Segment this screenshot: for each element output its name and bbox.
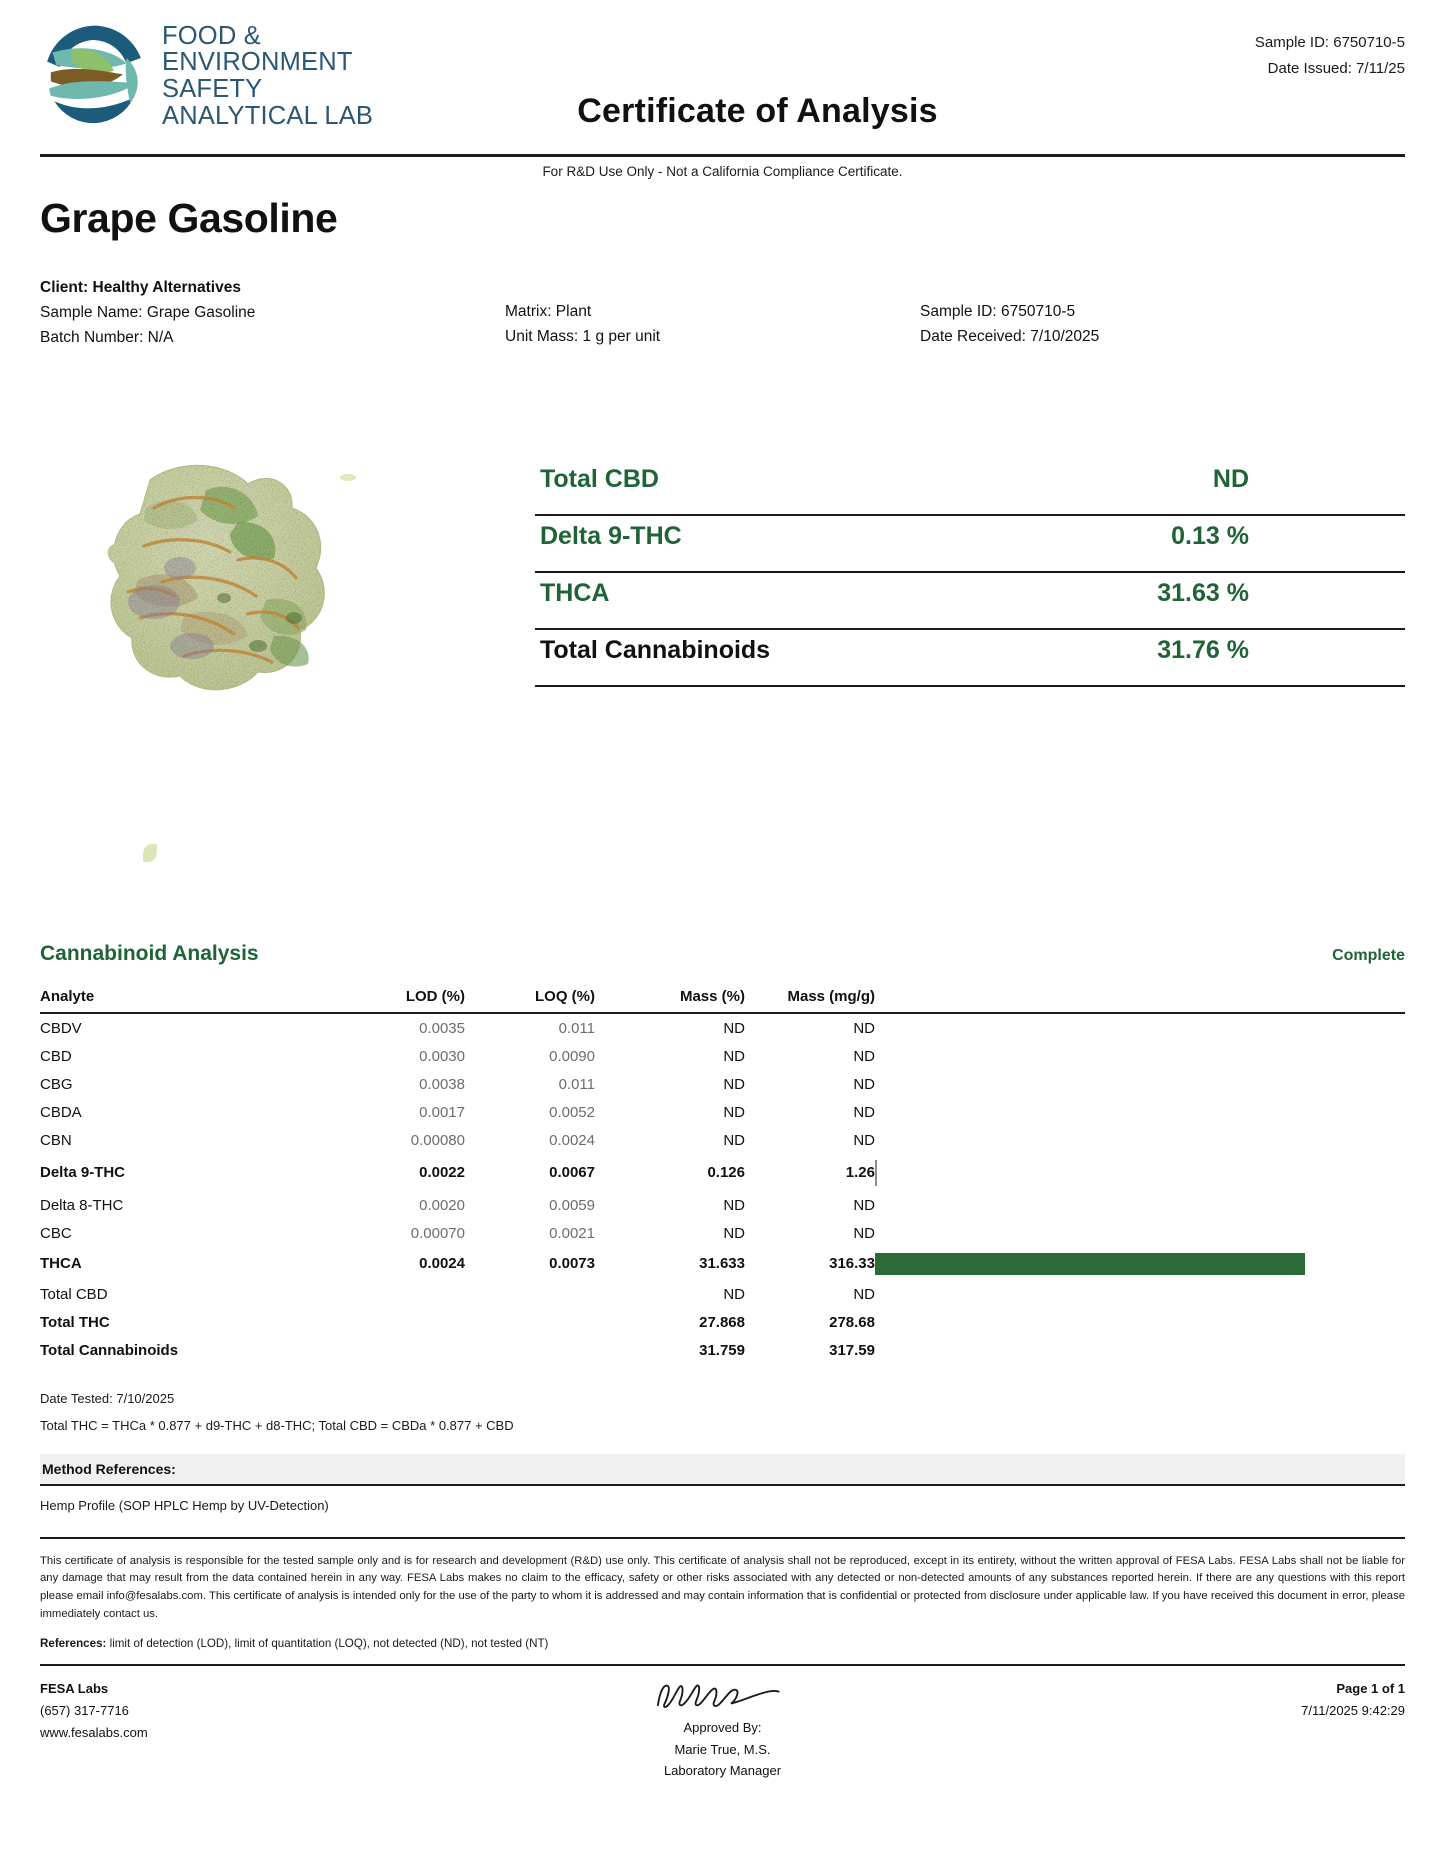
- cell-analyte: THCA: [40, 1255, 82, 1273]
- cell-analyte: CBG: [40, 1075, 73, 1093]
- footer-page-info: [950, 1678, 1405, 1782]
- cell-loq: 0.0052: [549, 1103, 595, 1121]
- cell-bar: [875, 1336, 1405, 1364]
- sample-photo-area: [40, 364, 460, 924]
- logo-line-4: ANALYTICAL LAB: [162, 101, 374, 130]
- summary-results: [535, 459, 1405, 924]
- column-header-mass-pct: Mass (%): [595, 988, 745, 1013]
- summary-row: [535, 459, 1405, 516]
- cell-loq: 0.011: [558, 1075, 595, 1093]
- table-header-row: [40, 988, 1405, 1013]
- table-row: [40, 1154, 1405, 1191]
- cell-analyte: CBN: [40, 1131, 72, 1149]
- cell-bar: [875, 1308, 1405, 1336]
- table-row: [40, 1247, 1405, 1280]
- cell-lod: [330, 1308, 465, 1336]
- cell-mass-mgg: 316.33: [829, 1255, 875, 1273]
- column-header-mass-mgg: Mass (mg/g): [745, 988, 875, 1013]
- references-line: [40, 1624, 1405, 1650]
- summary-row: [535, 516, 1405, 573]
- sample-info-grid: [40, 275, 1405, 350]
- matrix: Matrix: Plant: [505, 303, 592, 320]
- document-header: [40, 0, 1405, 150]
- cell-mass-pct: 31.633: [699, 1255, 745, 1273]
- summary-label: THCA: [540, 579, 610, 608]
- cell-mass-pct: ND: [723, 1131, 745, 1149]
- cell-mass-pct: ND: [723, 1075, 745, 1093]
- photo-speck-lower: [143, 844, 157, 862]
- cell-loq: 0.0073: [549, 1255, 595, 1273]
- cell-lod: 0.00080: [410, 1131, 465, 1149]
- date-tested: Date Tested: 7/10/2025: [40, 1391, 175, 1407]
- cell-bar: [875, 1247, 1405, 1280]
- header-date-issued: Date Issued: 7/11/25: [1267, 60, 1405, 78]
- cell-mass-pct: 0.126: [707, 1164, 745, 1182]
- cell-lod: [330, 1336, 465, 1364]
- column-header-bar: [875, 988, 1405, 1013]
- cell-mass-pct: ND: [723, 1224, 745, 1242]
- cell-loq: 0.0021: [549, 1224, 595, 1242]
- cell-mass-pct: ND: [723, 1019, 745, 1037]
- references-text: limit of detection (LOD), limit of quantitation (LOQ), not detected (ND), not tested (NT): [106, 1636, 549, 1650]
- cell-loq: 0.0090: [549, 1047, 595, 1065]
- sample-info-col-left: [40, 275, 505, 350]
- cell-mass-mgg: ND: [853, 1019, 875, 1037]
- logo-line-1: FOOD &: [162, 21, 261, 50]
- sample-info-col-right: [920, 275, 1405, 350]
- cell-lod: 0.0035: [419, 1019, 465, 1037]
- cell-mass-mgg: 1.26: [845, 1164, 875, 1182]
- cell-mass-mgg: 317.59: [829, 1341, 875, 1359]
- cell-bar: [875, 1013, 1405, 1042]
- footer-lab-name: FESA Labs: [40, 1680, 109, 1696]
- unit-mass: Unit Mass: 1 g per unit: [505, 328, 661, 346]
- cell-lod: 0.0022: [419, 1164, 465, 1182]
- cell-mass-mgg: ND: [853, 1103, 875, 1121]
- logo-line-2: ENVIRONMENT: [162, 48, 353, 77]
- cell-bar: [875, 1070, 1405, 1098]
- compliance-note: For R&D Use Only - Not a California Compliance Certificate.: [542, 164, 903, 179]
- logo-line-3: SAFETY: [162, 75, 263, 103]
- table-row: [40, 1070, 1405, 1098]
- cell-mass-pct: ND: [723, 1285, 745, 1303]
- sample-info-col-middle: [505, 275, 920, 350]
- cell-lod: 0.0030: [419, 1047, 465, 1065]
- cell-analyte: Total Cannabinoids: [40, 1341, 179, 1359]
- page-number: Page 1 of 1: [1336, 1680, 1405, 1696]
- cannabinoid-section-header: [40, 942, 1405, 966]
- column-header-lod: LOD (%): [330, 988, 465, 1013]
- table-row: [40, 1336, 1405, 1364]
- footer-approval: [495, 1678, 950, 1782]
- cell-mass-pct: ND: [723, 1103, 745, 1121]
- batch-number: Batch Number: N/A: [40, 329, 174, 347]
- cell-analyte: CBC: [40, 1224, 72, 1242]
- cell-lod: 0.0017: [419, 1103, 465, 1121]
- cell-analyte: Total THC: [40, 1313, 110, 1331]
- approver-title: Laboratory Manager: [663, 1763, 782, 1779]
- cell-mass-mgg: ND: [853, 1131, 875, 1149]
- summary-row: [535, 630, 1405, 687]
- cell-mass-mgg: ND: [853, 1075, 875, 1093]
- status-badge: Complete: [1332, 947, 1405, 965]
- header-identifiers: [1255, 30, 1405, 83]
- cell-mass-mgg: ND: [853, 1285, 875, 1303]
- cell-bar: [875, 1154, 1405, 1191]
- cell-mass-pct: 31.759: [699, 1341, 745, 1359]
- document-footer: [40, 1666, 1405, 1782]
- approver-name: Marie True, M.S.: [674, 1741, 771, 1757]
- summary-row: [535, 573, 1405, 630]
- cell-analyte: Delta 8-THC: [40, 1196, 124, 1214]
- cell-analyte: CBDA: [40, 1103, 82, 1121]
- header-sample-id: Sample ID: 6750710-5: [1254, 34, 1405, 51]
- sample-name: Sample Name: Grape Gasoline: [40, 304, 256, 322]
- sample-id: Sample ID: 6750710-5: [920, 303, 1076, 320]
- summary-value: 31.76 %: [1157, 636, 1249, 665]
- method-reference-item: Hemp Profile (SOP HPLC Hemp by UV-Detection): [40, 1497, 329, 1513]
- cell-analyte: CBDV: [40, 1019, 82, 1037]
- cell-bar: [875, 1098, 1405, 1126]
- cell-bar: [875, 1280, 1405, 1308]
- thc-formula: Total THC = THCa * 0.877 + d9-THC + d8-THC; Total CBD = CBDa * 0.877 + CBD: [40, 1417, 514, 1433]
- footer-timestamp: 7/11/2025 9:42:29: [1301, 1702, 1405, 1718]
- cell-loq: [465, 1308, 595, 1336]
- cell-loq: [465, 1280, 595, 1308]
- table-row: [40, 1126, 1405, 1154]
- cell-mass-pct: ND: [723, 1196, 745, 1214]
- summary-value: 0.13 %: [1171, 522, 1249, 551]
- value-bar-tick: [875, 1160, 877, 1186]
- table-notes: [40, 1386, 1405, 1439]
- cell-mass-pct: 27.868: [699, 1313, 745, 1331]
- cell-mass-mgg: ND: [853, 1047, 875, 1065]
- cell-analyte: Delta 9-THC: [40, 1164, 126, 1182]
- summary-label: Total CBD: [540, 465, 659, 494]
- sample-title: Grape Gasoline: [40, 195, 338, 241]
- table-row: [40, 1308, 1405, 1336]
- method-references-heading: Method References:: [40, 1454, 1405, 1486]
- cell-loq: 0.0024: [549, 1131, 595, 1149]
- cell-lod: 0.0024: [419, 1255, 465, 1273]
- cell-loq: [465, 1336, 595, 1364]
- cell-analyte: Total CBD: [40, 1285, 108, 1303]
- cannabinoid-table: [40, 988, 1405, 1364]
- disclaimer-text: This certificate of analysis is responsible for the tested sample only and is for research and development (R&D) use only. This certificate of analysis shall not be reproduced, except in its entirety, without the written approval of FESA Labs. FESA Labs shall not be liable for any damage that may result from the data contained herein in any way. FESA Labs makes no claim to the efficacy, safety or other risks associated with any detected or non-detected amounts of any substances reported herein. If there are any questions with this report please email info@fesalabs.com. This certificate of analysis is intended only for the use of the party to whom it is addressed and may contain information that is confidential or protected from disclosure under applicable law. If you have received this document in error, please immediately contact us.: [40, 1554, 1405, 1621]
- cell-loq: 0.0067: [549, 1164, 595, 1182]
- cell-lod: 0.00070: [410, 1224, 465, 1242]
- date-received: Date Received: 7/10/2025: [920, 328, 1100, 346]
- table-row: [40, 1098, 1405, 1126]
- cell-lod: 0.0020: [419, 1196, 465, 1214]
- cell-bar: [875, 1219, 1405, 1247]
- cell-mass-mgg: ND: [853, 1224, 875, 1242]
- page-title-text: Certificate of Analysis: [577, 92, 938, 130]
- approved-by-label: Approved By:: [683, 1719, 762, 1735]
- cell-lod: [330, 1280, 465, 1308]
- cell-mass-mgg: ND: [853, 1196, 875, 1214]
- footer-website[interactable]: www.fesalabs.com: [40, 1724, 148, 1740]
- references-label: References:: [40, 1636, 107, 1650]
- table-row: [40, 1191, 1405, 1219]
- column-header-analyte: Analyte: [40, 988, 330, 1013]
- cell-loq: 0.0059: [549, 1196, 595, 1214]
- cell-bar: [875, 1126, 1405, 1154]
- summary-value: ND: [1212, 465, 1249, 494]
- cannabis-flower-photo: [88, 450, 358, 740]
- table-row: [40, 1042, 1405, 1070]
- cell-lod: 0.0038: [419, 1075, 465, 1093]
- section-title: Cannabinoid Analysis: [40, 942, 259, 966]
- footer-lab-contact: [40, 1678, 495, 1782]
- cell-bar: [875, 1191, 1405, 1219]
- table-row: [40, 1219, 1405, 1247]
- cell-mass-pct: ND: [723, 1047, 745, 1065]
- signature-icon: [646, 1678, 799, 1712]
- overview-row: [40, 364, 1405, 924]
- summary-label: Delta 9-THC: [540, 522, 682, 551]
- table-row: [40, 1280, 1405, 1308]
- cell-analyte: CBD: [40, 1047, 72, 1065]
- value-bar: [875, 1253, 1305, 1275]
- footer-phone: (657) 317-7716: [40, 1702, 129, 1718]
- summary-value: 31.63 %: [1157, 579, 1249, 608]
- summary-label: Total Cannabinoids: [540, 636, 771, 665]
- cell-loq: 0.011: [558, 1019, 595, 1037]
- column-header-loq: LOQ (%): [465, 988, 595, 1013]
- client-name: Client: Healthy Alternatives: [40, 279, 241, 296]
- page-title: [40, 92, 1405, 131]
- cell-bar: [875, 1042, 1405, 1070]
- table-row: [40, 1013, 1405, 1042]
- cell-mass-mgg: 278.68: [829, 1313, 875, 1331]
